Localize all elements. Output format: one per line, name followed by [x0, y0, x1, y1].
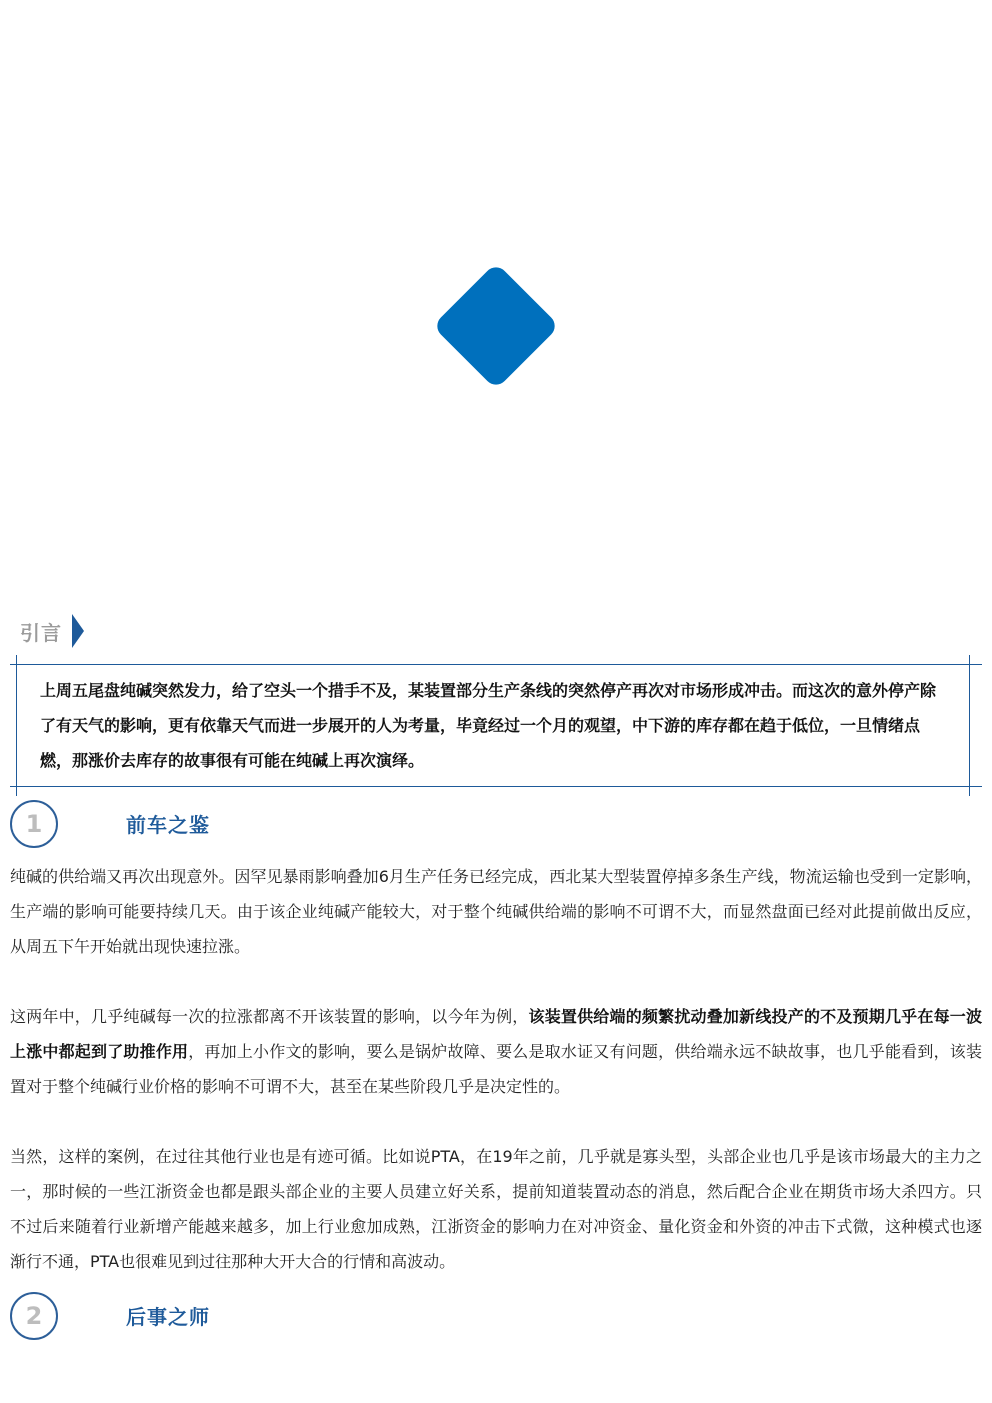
section-title: 后事之师: [126, 1305, 210, 1329]
chevron-right-icon: [72, 614, 84, 648]
section-title: 前车之鉴: [126, 813, 210, 837]
paragraph-3: 当然，这样的案例，在过往其他行业也是有迹可循。比如说PTA，在19年之前，几乎就是寡头型，头部企业也几乎是该市场最大的主力之一，那时候的一些江浙资金也都是跟头部企业的主要人员建立好关系，提前知道装置动态的消息，然后配合企业在期货市场大杀四方。只不过后来随着行业新增产能越来越多，加上行业愈加成熟，江浙资金的影响力在对冲资金、量化资金和外资的冲击下式微，这种模式也逐渐行不通，PTA也很难见到过往那种大开大合的行情和高波动。: [10, 1147, 982, 1271]
paragraph-1: 纯碱的供给端又再次出现意外。因罕见暴雨影响叠加6月生产任务已经完成，西北某大型装置停掉多条生产线，物流运输也受到一定影响，生产端的影响可能要持续几天。由于该企业纯碱产能较大，对于整个纯碱供给端的影响不可谓不大，而显然盘面已经对此提前做出反应，从周五下午开始就出现快速拉涨。: [10, 867, 982, 956]
diamond-logo-icon: [425, 255, 567, 397]
paragraph-2-lead: 这两年中，几乎纯碱每一次的拉涨都离不开该装置的影响，以今年为例，: [10, 1007, 529, 1026]
quote-left-rule: [16, 655, 17, 796]
section-number-badge: 2: [10, 1292, 58, 1340]
paragraph-2: [10, 999, 982, 1104]
intro-quote-text: 上周五尾盘纯碱突然发力，给了空头一个措手不及，某装置部分生产条线的突然停产再次对市场形成冲击。而这次的意外停产除了有天气的影响，更有依靠天气而进一步展开的人为考量，毕竟经过一个月的观望，中下游的库存都在趋于低位，一旦情绪点燃，那涨价去库存的故事很有可能在纯碱上再次演绎。: [40, 681, 937, 770]
section-heading-2: [10, 1292, 410, 1340]
intro-label-text: 引言: [20, 620, 62, 645]
paragraph-2-highlight: 该装置供给端的频繁扰动叠加新线投产的不及预期几乎在每一波上涨中都起到了助推作用: [10, 1007, 982, 1061]
section-number-badge: 1: [10, 800, 58, 848]
quote-bottom-rule: [10, 786, 982, 787]
intro-label: [20, 614, 84, 648]
intro-quote-box: [10, 655, 982, 796]
quote-right-rule: [969, 655, 970, 796]
paragraph-2-tail: ，再加上小作文的影响，要么是锅炉故障、要么是取水证又有问题，供给端永远不缺故事，也几乎能看到，该装置对于整个纯碱行业价格的影响不可谓不大，甚至在某些阶段几乎是决定性的。: [10, 1042, 982, 1096]
quote-top-rule: [10, 664, 982, 665]
section-heading-1: [10, 800, 410, 848]
